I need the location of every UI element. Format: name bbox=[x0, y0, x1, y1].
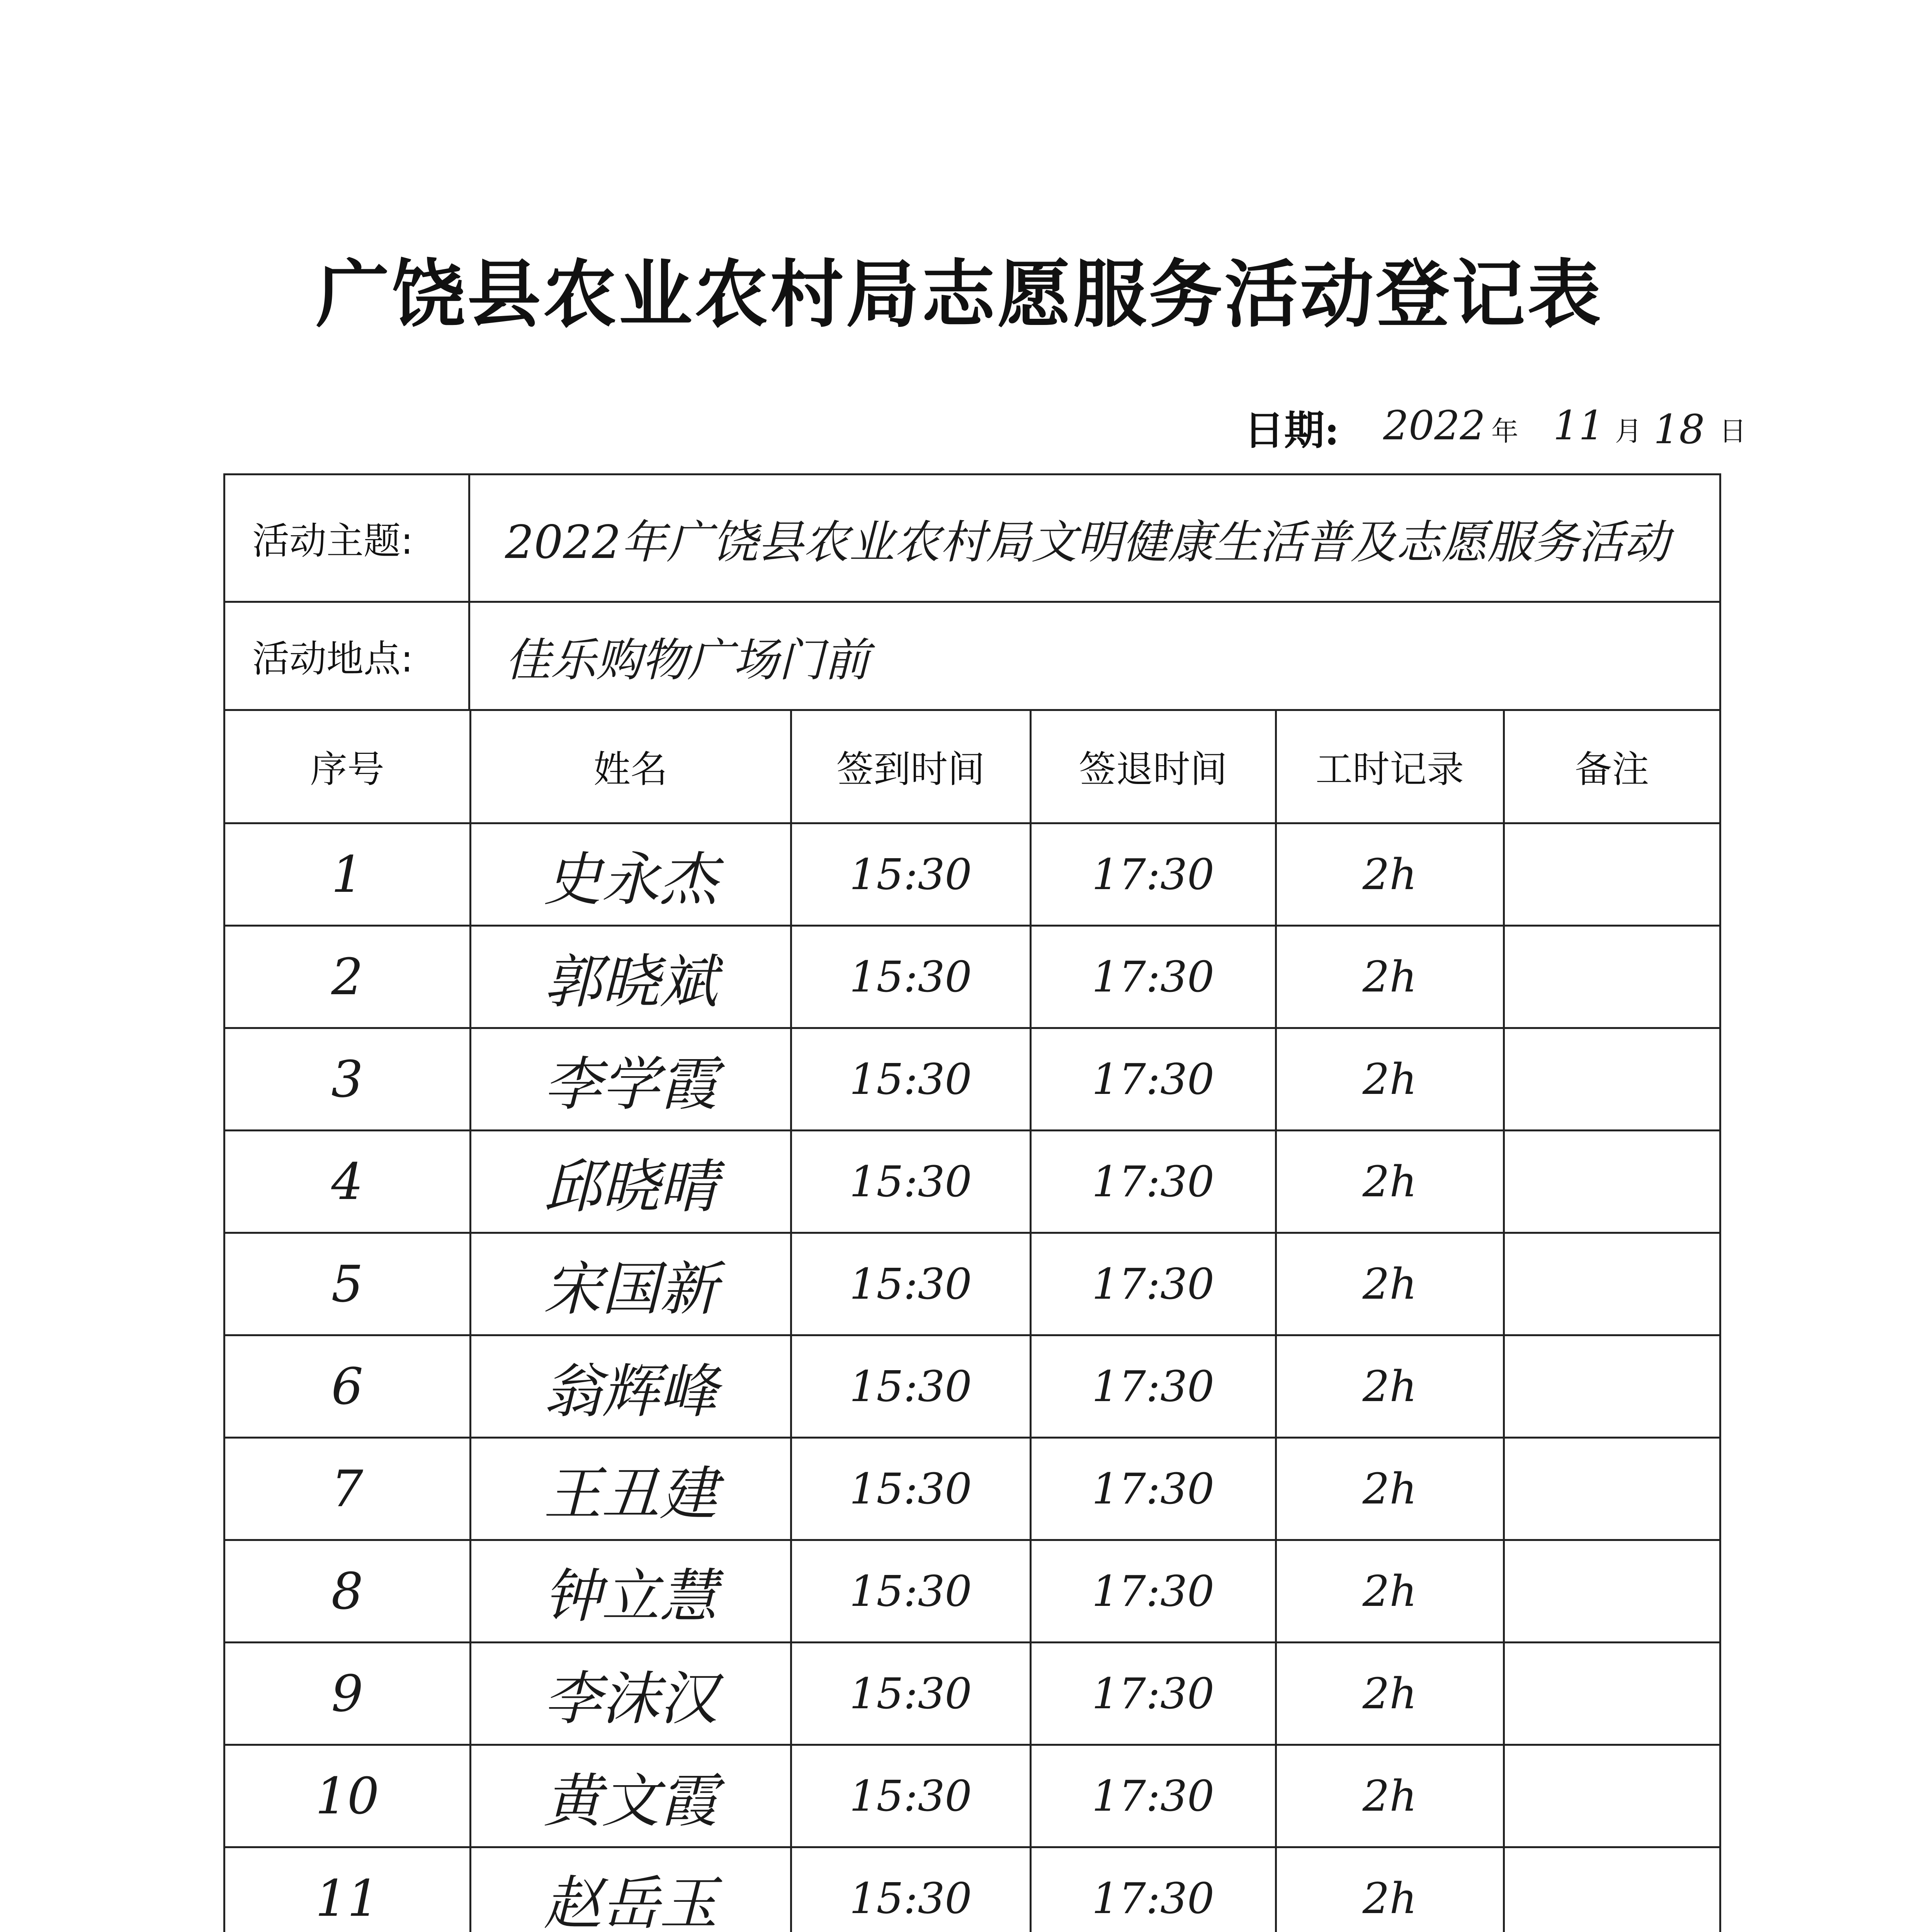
sign-in-time: 15:30 bbox=[791, 925, 1030, 1028]
table-row bbox=[225, 1130, 1719, 1233]
hours-record: 2h bbox=[1276, 1130, 1504, 1233]
date-day: 18 bbox=[1654, 406, 1705, 453]
note-cell bbox=[1504, 1847, 1719, 1932]
table-row bbox=[225, 925, 1719, 1028]
row-number: 8 bbox=[225, 1540, 470, 1642]
note-cell bbox=[1504, 823, 1719, 925]
hours-record: 2h bbox=[1276, 1335, 1504, 1437]
sign-out-time: 17:30 bbox=[1030, 1437, 1276, 1540]
header-row bbox=[225, 711, 1719, 823]
volunteer-name: 郭晓斌 bbox=[470, 925, 791, 1028]
row-number: 4 bbox=[225, 1130, 470, 1233]
sign-in-time: 15:30 bbox=[791, 1642, 1030, 1745]
table-row bbox=[225, 1233, 1719, 1335]
sign-in-time: 15:30 bbox=[791, 1233, 1030, 1335]
location-value: 佳乐购物广场门前 bbox=[505, 633, 870, 687]
hours-record: 2h bbox=[1276, 1745, 1504, 1847]
hours-record: 2h bbox=[1276, 1437, 1504, 1540]
date-label: 日期: bbox=[1244, 406, 1339, 454]
row-number: 9 bbox=[225, 1642, 470, 1745]
date-line bbox=[1244, 390, 1746, 456]
volunteer-name: 邱晓晴 bbox=[470, 1130, 791, 1233]
row-number: 2 bbox=[225, 925, 470, 1028]
note-cell bbox=[1504, 1335, 1719, 1437]
hours-record: 2h bbox=[1276, 1028, 1504, 1130]
volunteer-name: 李沫汉 bbox=[470, 1642, 791, 1745]
sign-out-time: 17:30 bbox=[1030, 1847, 1276, 1932]
hours-record: 2h bbox=[1276, 1540, 1504, 1642]
sign-out-time: 17:30 bbox=[1030, 1540, 1276, 1642]
date-month-unit: 月 bbox=[1615, 415, 1642, 447]
sign-out-time: 17:30 bbox=[1030, 1745, 1276, 1847]
hours-record: 2h bbox=[1276, 1642, 1504, 1745]
sign-in-time: 15:30 bbox=[791, 1335, 1030, 1437]
sign-out-time: 17:30 bbox=[1030, 925, 1276, 1028]
sign-out-time: 17:30 bbox=[1030, 1642, 1276, 1745]
row-number: 6 bbox=[225, 1335, 470, 1437]
hours-record: 2h bbox=[1276, 823, 1504, 925]
hours-record: 2h bbox=[1276, 925, 1504, 1028]
attendance-table bbox=[225, 711, 1719, 1932]
location-row bbox=[225, 603, 1719, 711]
sign-out-time: 17:30 bbox=[1030, 1335, 1276, 1437]
table-row bbox=[225, 1540, 1719, 1642]
volunteer-name: 宋国新 bbox=[470, 1233, 791, 1335]
row-number: 10 bbox=[225, 1745, 470, 1847]
form-title: 广饶县农业农村局志愿服务活动登记表 bbox=[316, 251, 1603, 337]
theme-label: 活动主题: bbox=[225, 475, 470, 601]
note-cell bbox=[1504, 1130, 1719, 1233]
volunteer-name: 史永杰 bbox=[470, 823, 791, 925]
table-row bbox=[225, 1335, 1719, 1437]
sign-out-time: 17:30 bbox=[1030, 1233, 1276, 1335]
volunteer-name: 黄文霞 bbox=[470, 1745, 791, 1847]
registration-sheet bbox=[223, 473, 1721, 1932]
volunteer-name: 翁辉峰 bbox=[470, 1335, 791, 1437]
table-row bbox=[225, 1847, 1719, 1932]
theme-row bbox=[225, 475, 1719, 603]
column-header-sign-out: 签退时间 bbox=[1030, 711, 1276, 823]
date-year: 2022 bbox=[1383, 402, 1486, 449]
table-row bbox=[225, 1745, 1719, 1847]
note-cell bbox=[1504, 1642, 1719, 1745]
row-number: 5 bbox=[225, 1233, 470, 1335]
sign-in-time: 15:30 bbox=[791, 1437, 1030, 1540]
volunteer-name: 王丑建 bbox=[470, 1437, 791, 1540]
column-header-name: 姓名 bbox=[470, 711, 791, 823]
sign-in-time: 15:30 bbox=[791, 1847, 1030, 1932]
volunteer-name: 李学霞 bbox=[470, 1028, 791, 1130]
table-row bbox=[225, 1437, 1719, 1540]
hours-record: 2h bbox=[1276, 1847, 1504, 1932]
column-header-sign-in: 签到时间 bbox=[791, 711, 1030, 823]
sign-out-time: 17:30 bbox=[1030, 1028, 1276, 1130]
note-cell bbox=[1504, 1745, 1719, 1847]
volunteer-name: 赵岳玉 bbox=[470, 1847, 791, 1932]
date-year-unit: 年 bbox=[1491, 415, 1518, 447]
row-number: 1 bbox=[225, 823, 470, 925]
table-row bbox=[225, 1028, 1719, 1130]
sign-in-time: 15:30 bbox=[791, 1540, 1030, 1642]
table-row bbox=[225, 823, 1719, 925]
volunteer-name: 钟立慧 bbox=[470, 1540, 791, 1642]
column-header-no: 序号 bbox=[225, 711, 470, 823]
sign-in-time: 15:30 bbox=[791, 1745, 1030, 1847]
theme-value: 2022年广饶县农业农村局文明健康生活普及志愿服务活动 bbox=[505, 515, 1670, 569]
table-row bbox=[225, 1642, 1719, 1745]
row-number: 3 bbox=[225, 1028, 470, 1130]
note-cell bbox=[1504, 1028, 1719, 1130]
note-cell bbox=[1504, 1540, 1719, 1642]
date-month: 11 bbox=[1553, 402, 1605, 449]
sign-out-time: 17:30 bbox=[1030, 823, 1276, 925]
sign-in-time: 15:30 bbox=[791, 1130, 1030, 1233]
row-number: 11 bbox=[225, 1847, 470, 1932]
note-cell bbox=[1504, 1437, 1719, 1540]
note-cell bbox=[1504, 1233, 1719, 1335]
sign-in-time: 15:30 bbox=[791, 823, 1030, 925]
row-number: 7 bbox=[225, 1437, 470, 1540]
note-cell bbox=[1504, 925, 1719, 1028]
hours-record: 2h bbox=[1276, 1233, 1504, 1335]
column-header-hours: 工时记录 bbox=[1276, 711, 1504, 823]
column-header-note: 备注 bbox=[1504, 711, 1719, 823]
sign-out-time: 17:30 bbox=[1030, 1130, 1276, 1233]
location-label: 活动地点: bbox=[225, 603, 470, 709]
date-day-unit: 日 bbox=[1719, 415, 1746, 447]
sign-in-time: 15:30 bbox=[791, 1028, 1030, 1130]
